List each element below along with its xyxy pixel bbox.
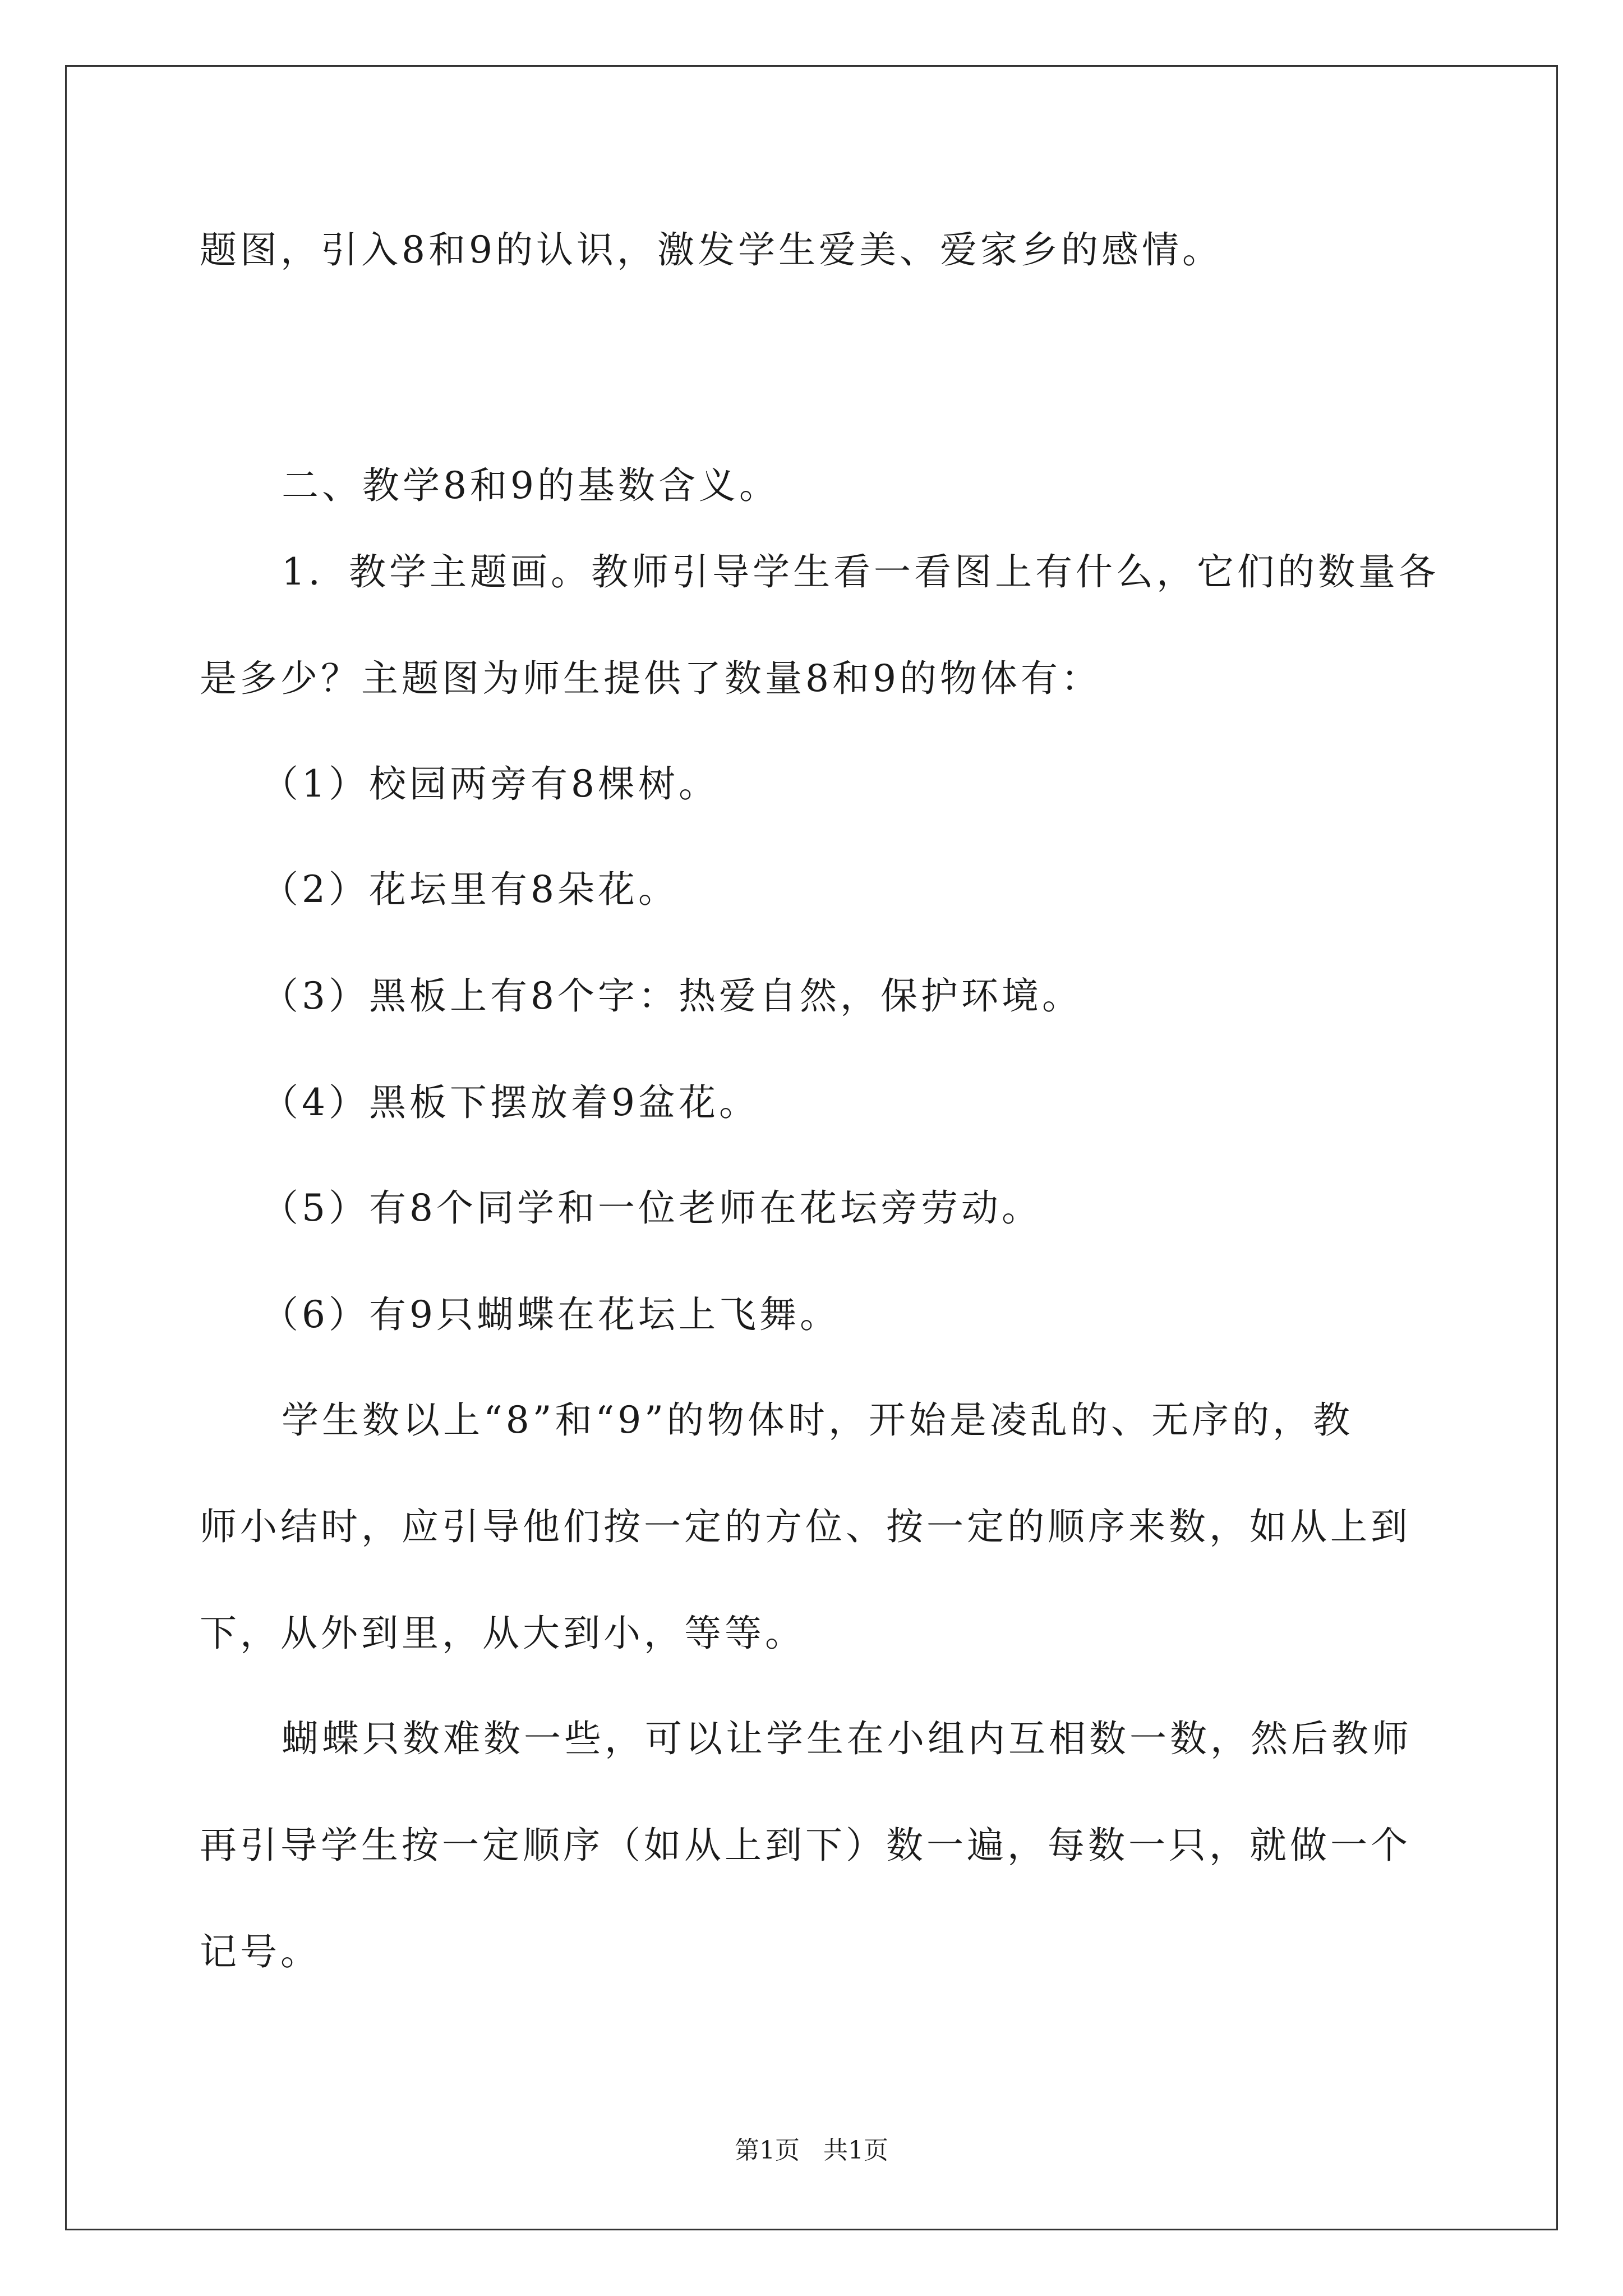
- page-number-footer: 第1页 共1页: [735, 2136, 888, 2165]
- list-item-6: （6）有9只蝴蝶在花坛上飞舞。: [261, 1293, 840, 1336]
- paragraph-line-3: 1．教学主题画。教师引导学生看一看图上有什么，它们的数量各: [282, 550, 1439, 593]
- paragraph-line-13: 下，从外到里，从大到小，等等。: [200, 1612, 805, 1655]
- list-item-1: （1）校园两旁有8棵树。: [261, 762, 719, 806]
- list-item-4: （4）黑板下摆放着9盆花。: [261, 1081, 759, 1124]
- page-border: [65, 65, 1558, 2230]
- paragraph-line-12: 师小结时，应引导他们按一定的方位、按一定的顺序来数，如从上到: [200, 1505, 1411, 1548]
- paragraph-line-16: 记号。: [200, 1930, 321, 1973]
- paragraph-line-1: 题图，引入8和9的认识，激发学生爱美、爱家乡的感情。: [200, 228, 1223, 272]
- paragraph-line-11: 学生数以上“8”和“9”的物体时，开始是凌乱的、无序的，教: [282, 1398, 1353, 1442]
- paragraph-line-14: 蝴蝶只数难数一些，可以让学生在小组内互相数一数，然后教师: [282, 1717, 1412, 1760]
- paragraph-line-4: 是多少？主题图为师生提供了数量8和9的物体有：: [200, 657, 1101, 700]
- paragraph-line-15: 再引导学生按一定顺序（如从上到下）数一遍，每数一只，就做一个: [200, 1824, 1411, 1867]
- list-item-2: （2）花坛里有8朵花。: [261, 868, 679, 911]
- section-heading-2: 二、教学8和9的基数含义。: [282, 464, 780, 507]
- list-item-3: （3）黑板上有8个字：热爱自然，保护环境。: [261, 974, 1082, 1018]
- list-item-5: （5）有8个同学和一位老师在花坛旁劳动。: [261, 1186, 1042, 1230]
